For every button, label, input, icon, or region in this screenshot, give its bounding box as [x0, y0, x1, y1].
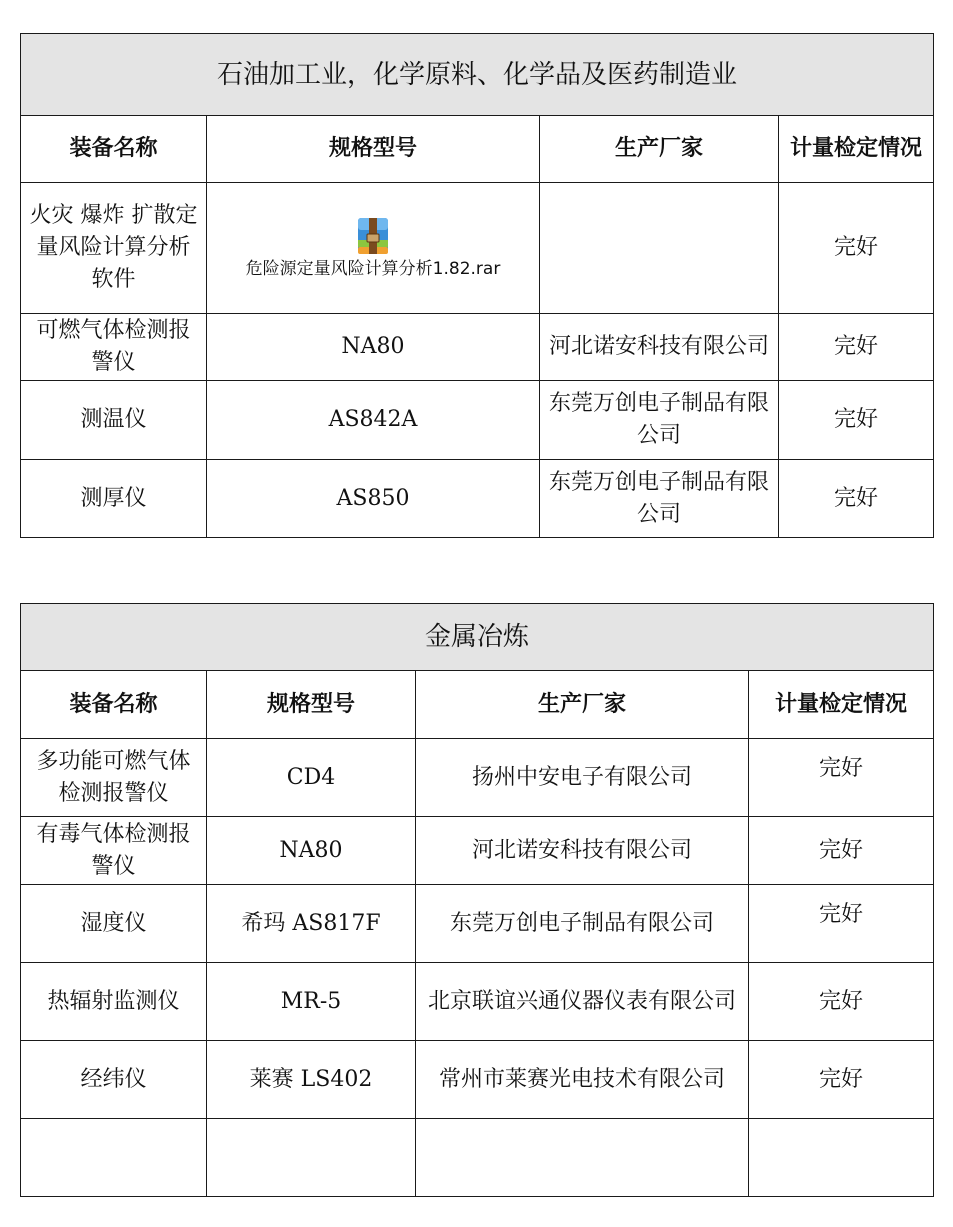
table-row [21, 1119, 934, 1197]
table-title: 石油加工业，化学原料、化学品及医药制造业 [21, 34, 934, 116]
status-cell: 完好 [749, 739, 934, 817]
archive-icon [356, 216, 390, 256]
model-cell: NA80 [207, 817, 416, 885]
equipment-name-cell: 经纬仪 [21, 1041, 207, 1119]
header-calibration-status: 计量检定情况 [779, 116, 934, 183]
table-row [21, 1041, 934, 1119]
equipment-table-metal-smelting [20, 603, 934, 1197]
manufacturer-cell: 扬州中安电子有限公司 [416, 739, 749, 817]
table-title-row [21, 34, 934, 116]
table-row [21, 817, 934, 885]
manufacturer-cell [416, 1119, 749, 1197]
equipment-name-cell: 湿度仪 [21, 885, 207, 963]
equipment-name-cell: 多功能可燃气体检测报警仪 [21, 739, 207, 817]
status-cell: 完好 [779, 183, 934, 314]
model-cell: NA80 [207, 314, 540, 381]
header-model: 规格型号 [207, 116, 540, 183]
equipment-name-cell: 测厚仪 [21, 460, 207, 538]
table-row [21, 963, 934, 1041]
status-cell: 完好 [749, 963, 934, 1041]
model-cell: AS842A [207, 381, 540, 460]
header-equipment-name: 装备名称 [21, 671, 207, 739]
header-manufacturer: 生产厂家 [416, 671, 749, 739]
model-cell: AS850 [207, 460, 540, 538]
manufacturer-cell [540, 183, 779, 314]
status-cell [749, 1119, 934, 1197]
manufacturer-cell: 东莞万创电子制品有限公司 [540, 460, 779, 538]
status-cell: 完好 [779, 314, 934, 381]
status-cell: 完好 [749, 1041, 934, 1119]
equipment-name-cell: 热辐射监测仪 [21, 963, 207, 1041]
manufacturer-cell: 河北诺安科技有限公司 [416, 817, 749, 885]
model-cell [207, 1119, 416, 1197]
table-title: 金属冶炼 [21, 604, 934, 671]
status-cell: 完好 [779, 381, 934, 460]
manufacturer-cell: 北京联谊兴通仪器仪表有限公司 [416, 963, 749, 1041]
table-header-row [21, 116, 934, 183]
equipment-name-cell: 可燃气体检测报警仪 [21, 314, 207, 381]
equipment-name-cell: 有毒气体检测报警仪 [21, 817, 207, 885]
attachment-file[interactable] [213, 216, 533, 280]
attachment-filename: 危险源定量风险计算分析1.82.rar [245, 259, 501, 279]
table-row [21, 739, 934, 817]
status-cell: 完好 [779, 460, 934, 538]
manufacturer-cell: 东莞万创电子制品有限公司 [416, 885, 749, 963]
header-model: 规格型号 [207, 671, 416, 739]
table-header-row [21, 671, 934, 739]
header-manufacturer: 生产厂家 [540, 116, 779, 183]
model-cell: 希玛 AS817F [207, 885, 416, 963]
model-cell: CD4 [207, 739, 416, 817]
status-cell: 完好 [749, 817, 934, 885]
status-cell: 完好 [749, 885, 934, 963]
manufacturer-cell: 常州市莱赛光电技术有限公司 [416, 1041, 749, 1119]
table-row [21, 381, 934, 460]
table-row [21, 183, 934, 314]
header-calibration-status: 计量检定情况 [749, 671, 934, 739]
table-row [21, 460, 934, 538]
model-cell [207, 183, 540, 314]
equipment-name-cell [21, 1119, 207, 1197]
manufacturer-cell: 河北诺安科技有限公司 [540, 314, 779, 381]
manufacturer-cell: 东莞万创电子制品有限公司 [540, 381, 779, 460]
model-cell: 莱赛 LS402 [207, 1041, 416, 1119]
table-row [21, 885, 934, 963]
table-title-row [21, 604, 934, 671]
header-equipment-name: 装备名称 [21, 116, 207, 183]
equipment-name-cell: 火灾 爆炸 扩散定量风险计算分析软件 [21, 183, 207, 314]
table-row [21, 314, 934, 381]
model-cell: MR-5 [207, 963, 416, 1041]
equipment-table-petrochemical [20, 33, 934, 538]
equipment-name-cell: 测温仪 [21, 381, 207, 460]
